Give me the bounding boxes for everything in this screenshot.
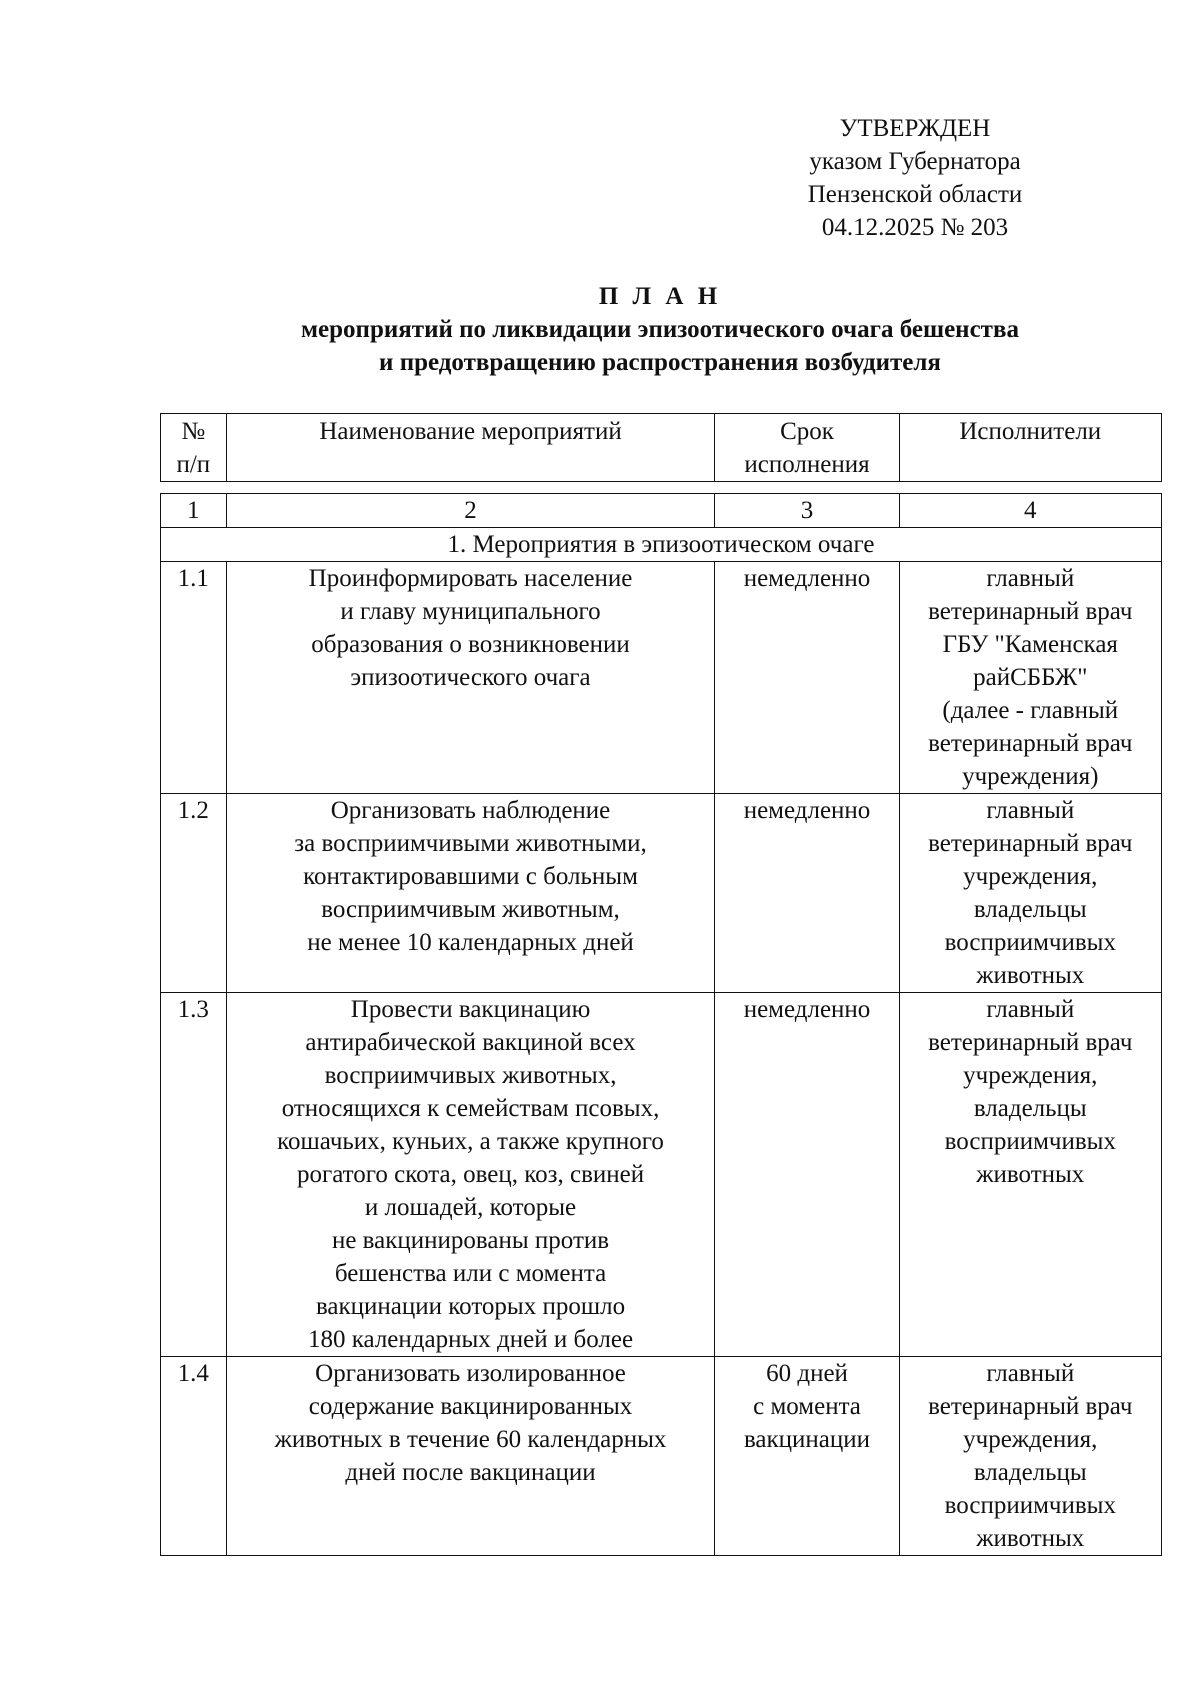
row-number: 1.4 xyxy=(161,1357,227,1556)
table-row xyxy=(161,794,1162,993)
approval-decree: указом Губернатора xyxy=(809,148,1021,175)
column-number: 4 xyxy=(899,494,1161,528)
table-row xyxy=(161,562,1162,794)
plan-subtitle-line2: и предотвращению распространения возбудителя xyxy=(379,349,941,376)
row-deadline: немедленно xyxy=(715,794,899,993)
header-action: Наименование мероприятий xyxy=(226,414,715,482)
row-number: 1.2 xyxy=(161,794,227,993)
header-executors: Исполнители xyxy=(899,414,1161,482)
table-header xyxy=(160,413,1162,482)
row-number: 1.1 xyxy=(161,562,227,794)
column-number: 2 xyxy=(226,494,715,528)
approval-region: Пензенской области xyxy=(807,181,1023,208)
header-number: № п/п xyxy=(161,414,227,482)
row-executors: главный ветеринарный врач учреждения, владельцы восприимчивых животных xyxy=(899,993,1161,1357)
row-action: Проинформировать население и главу муниципального образования о возникновении эпизоотического очага xyxy=(226,562,715,794)
approval-date-number: 04.12.2025 № 203 xyxy=(821,214,1009,241)
row-number: 1.3 xyxy=(161,993,227,1357)
column-number: 1 xyxy=(161,494,227,528)
row-action: Организовать наблюдение за восприимчивыми животными, контактировавшими с больным восприимчивым животным, не менее 10 календарных дней xyxy=(226,794,715,993)
plan-subtitle-line1: мероприятий по ликвидации эпизоотического очага бешенства xyxy=(301,316,1019,343)
row-deadline: немедленно xyxy=(715,562,899,794)
section-row xyxy=(161,528,1162,562)
plan-heading xyxy=(160,280,1160,379)
row-executors: главный ветеринарный врач учреждения, владельцы восприимчивых животных xyxy=(899,794,1161,993)
approval-title: УТВЕРЖДЕН xyxy=(839,115,991,142)
row-executors: главный ветеринарный врач учреждения, владельцы восприимчивых животных xyxy=(899,1357,1161,1556)
row-action: Организовать изолированное содержание вакцинированных животных в течение 60 календарных дней после вакцинации xyxy=(226,1357,715,1556)
plan-title: П Л А Н xyxy=(598,283,722,310)
row-action: Провести вакцинацию антирабической вакциной всех восприимчивых животных, относящихся к семействам псовых, кошачьих, куньих, а также крупного рогатого скота, овец, коз, свиней и лошадей, которые не вакцинированы против бешенства или с момента вакцинации которых прошло 180 календарных дней и более xyxy=(226,993,715,1357)
column-number: 3 xyxy=(715,494,899,528)
header-row xyxy=(161,414,1162,482)
approval-stamp xyxy=(770,112,1060,244)
table-row xyxy=(161,993,1162,1357)
header-deadline: Срок исполнения xyxy=(715,414,899,482)
row-deadline: немедленно xyxy=(715,993,899,1357)
section-title: 1. Мероприятия в эпизоотическом очаге xyxy=(161,528,1162,562)
measures-table xyxy=(160,493,1162,1556)
row-executors: главный ветеринарный врач ГБУ "Каменская райСББЖ" (далее - главный ветеринарный врач учреждения) xyxy=(899,562,1161,794)
row-deadline: 60 дней с момента вакцинации xyxy=(715,1357,899,1556)
column-number-row xyxy=(161,494,1162,528)
table-row xyxy=(161,1357,1162,1556)
